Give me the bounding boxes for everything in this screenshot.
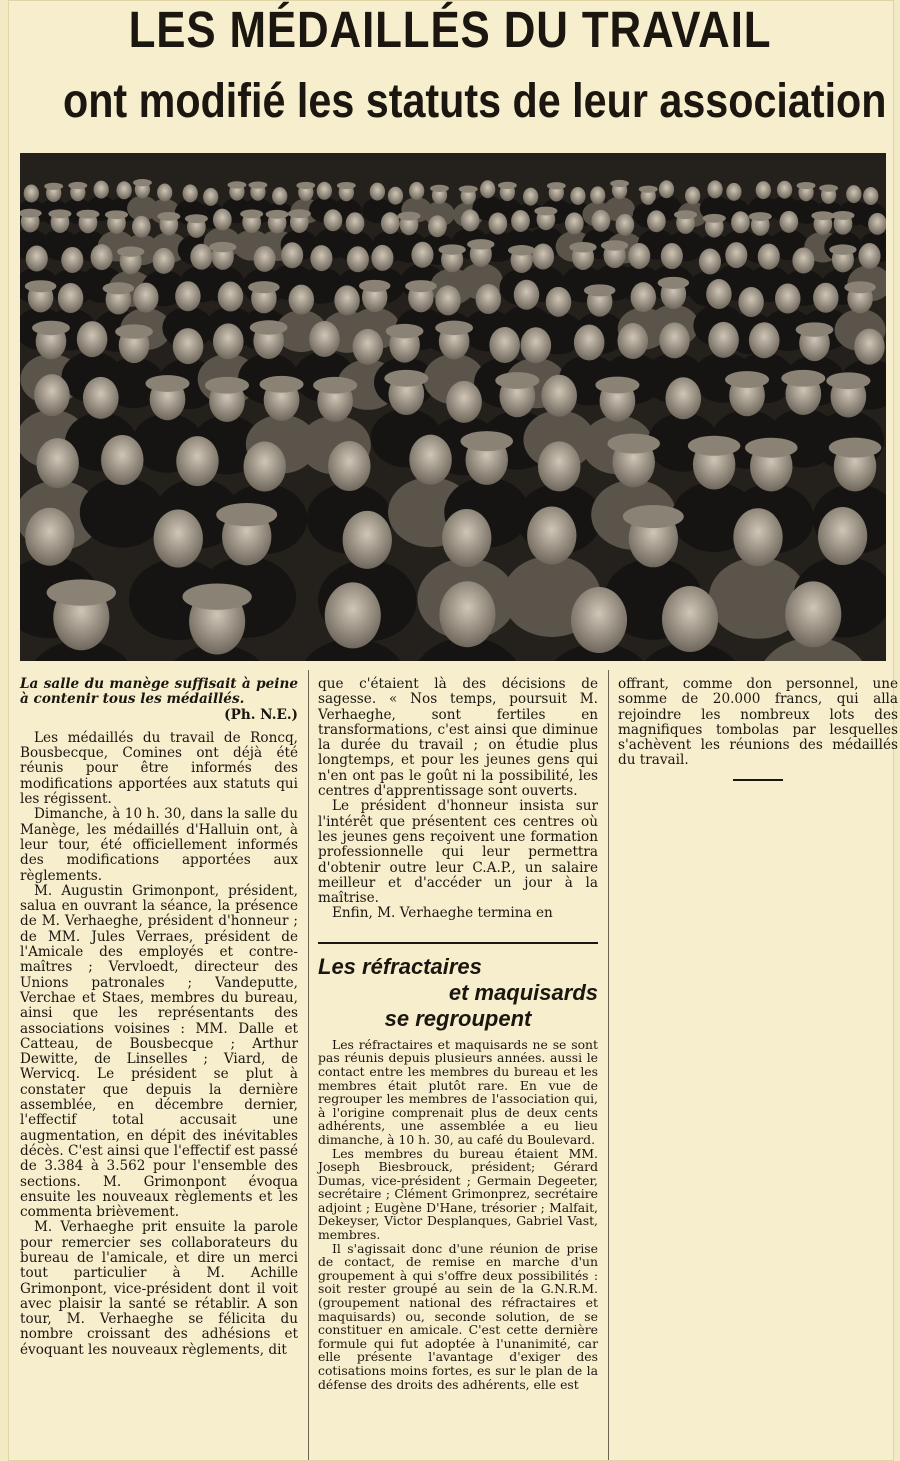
column-1 <box>20 677 298 1358</box>
paragraph: Les réfractaires et maquisards ne se sont pas réunis depuis plusieurs années. aussi le contact entre les membres du bureau et les membres était plutôt rare. En vue de regrouper les membres de l'association qui, à l'origine comprenait plus de deux cents adhérents, une assemblée a eu lieu dimanche, à 10 h. 30, au café du Boulevard. <box>318 1036 598 1147</box>
column-3 <box>618 677 898 781</box>
crowd-illustration <box>20 153 886 661</box>
crowd-photo <box>20 153 886 661</box>
paragraph: Les médaillés du travail de Roncq, Bousbecque, Comines ont déjà été réunis pour être informés des modifications apportées aux statuts qui les régissent. <box>20 729 298 808</box>
headline-sub: ont modifié les statuts de leur association <box>63 75 887 128</box>
paragraph: Les membres du bureau étaient MM. Joseph Biesbrouck, président; Gérard Dumas, vice-président ; Germain Degeeter, secrétaire ; Clément Grimonprez, secrétaire adjoint ; Eugène D'Hane, trésorier ; Malfait, Dekeyser, Victor Desplanques, Gabriel Vast, membres. <box>318 1145 598 1243</box>
paragraph: offrant, comme don personnel, une somme de 20.000 francs, qui alla rejoindre les nombreux lots des magnifiques tombolas par lesquelles s'achèvent les réunions des médaillés du travail. <box>618 676 898 769</box>
paragraph: que c'étaient là des décisions de sagesse. « Nos temps, poursuit M. Verhaeghe, sont fertiles en transformations, c'est ainsi que diminue la durée du travail ; on étudie plus longtemps, et pour les jeunes gens qui n'en ont pas le goût ni la possibilité, les centres d'apprentissage sont ouverts. <box>318 676 598 800</box>
title-line: Les réfractaires <box>318 953 482 979</box>
end-rule <box>733 779 783 781</box>
headline-main: LES MÉDAILLÉS DU TRAVAIL <box>128 1 772 58</box>
second-article-body <box>318 1038 598 1391</box>
paragraph: M. Augustin Grimonpont, président, salua en ouvrant la séance, la présence de M. Verhaeghe, président d'honneur ; de MM. Jules Verraes, président de l'Amicale des employés et contre-maîtres ; Vervloedt, directeur des Unions patronales ; Vandeputte, Verchae et Staes, membres du bureau, ainsi que les représentants des associations voisines : MM. Dalle et Catteau, de Bousbecque ; Arthur Dewitte, de Linselles ; Viard, de Wervicq. Le président se plut à constater que depuis la dernière assemblée, en décembre dernier, l'effectif total accusait une augmentation, en dépit des inévitables décès. C'est ainsi que l'effectif est passé de 3.384 à 3.562 pour l'ensemble des sections. M. Grimonpont évoqua ensuite les nouveaux règlements et les commenta brièvement. <box>20 882 298 1221</box>
paragraph: Il s'agissait donc d'une réunion de prise de contact, de remise en marche d'un groupement à qui s'offre deux possibilités : soit rester groupé au sein de la G.N.R.M. (groupement national des réfractaires et maquisards) ou, seconde solution, de se constituer en amicale. C'est cette dernière formule qui fut adoptée à l'unanimité, car elle présente l'avantage d'exiger des cotisations moins fortes, es sur le plan de la défense des droits des adhérents, elle est <box>318 1240 598 1392</box>
column-rule <box>308 670 309 1460</box>
paragraph: Le président d'honneur insista sur l'intérêt que présentent ces centres où les jeunes gens reçoivent une formation professionnelle qui leur permettra d'obtenir outre leur C.A.P., un salaire meilleur et d'accéder un jour à la maîtrise. <box>318 798 598 907</box>
paragraph: M. Verhaeghe prit ensuite la parole pour remercier ses collaborateurs du bureau de l'amicale, et dire un merci tout particulier à M. Achille Grimonpont, vice-président dont il voit avec plaisir la santé se rétablir. A son tour, M. Verhaeghe se félicita du nombre croissant des adhésions et évoquant les nouveaux règlements, dit <box>20 1219 298 1358</box>
paragraph: Enfin, M. Verhaeghe termina en <box>332 905 553 922</box>
title-line: et maquisards <box>448 979 598 1005</box>
crowd-heads <box>20 179 886 661</box>
second-article-title <box>318 942 598 1032</box>
column-2 <box>318 677 598 1391</box>
paragraph: Dimanche, à 10 h. 30, dans la salle du Manège, les médaillés d'Halluin ont, à leur tour, été officiellement informés des modifications apportées aux règlements. <box>20 806 298 884</box>
photo-caption: La salle du manège suffisait à peine à contenir tous les médaillés. <box>20 676 298 708</box>
photo-credit: (Ph. N.E.) <box>224 706 298 723</box>
title-line: se regroupent <box>384 1005 532 1031</box>
column-rule <box>608 670 609 1460</box>
